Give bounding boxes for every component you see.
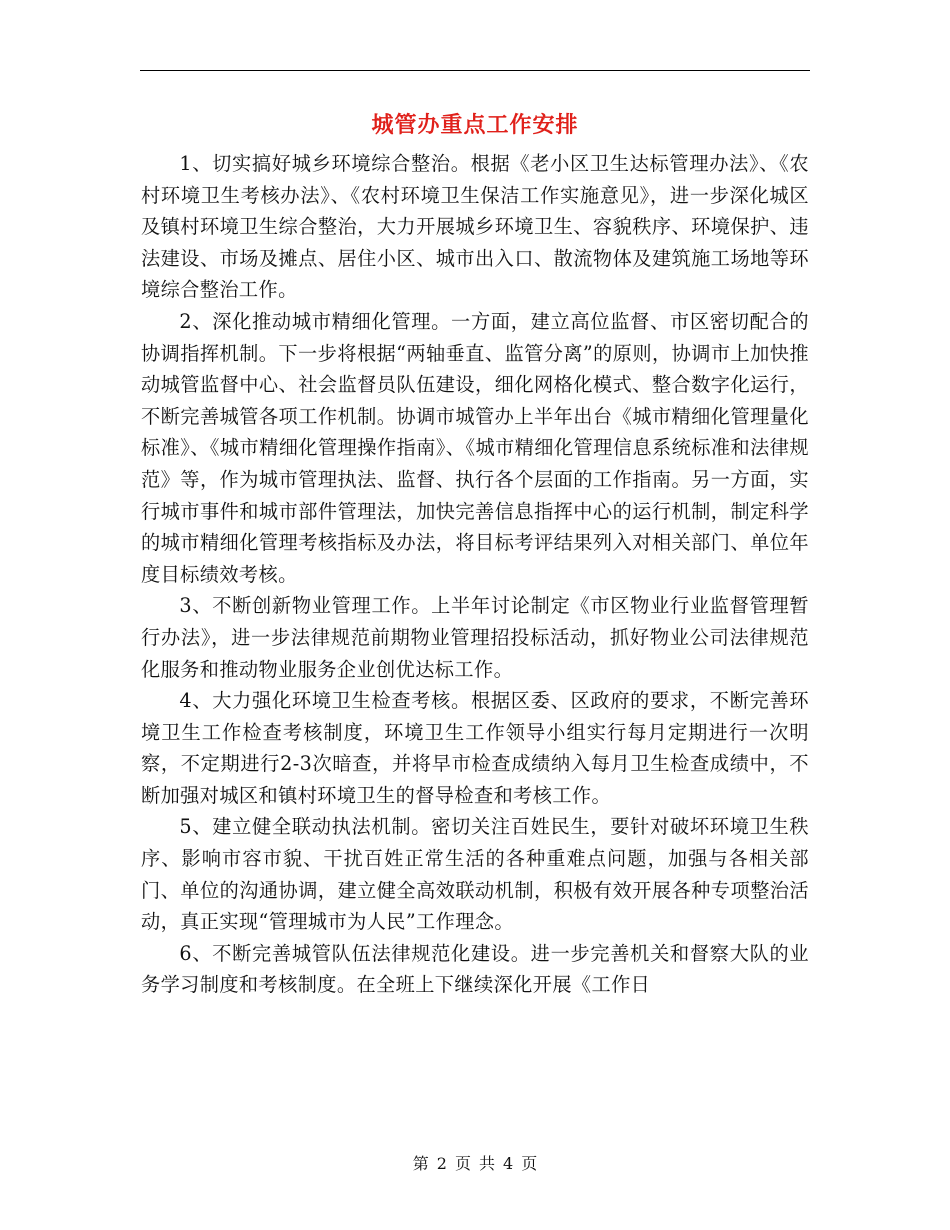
paragraph-4: 4、大力强化环境卫生检查考核。根据区委、区政府的要求，不断完善环境卫生工作检查考核制度，环境卫生工作领导小组实行每月定期进行一次明察，不定期进行2-3次暗查，并将早市检查成绩纳入每月卫生检查成绩中，不断加强对城区和镇村环境卫生的督导检查和考核工作。 [141,689,809,807]
paragraph-5: 5、建立健全联动执法机制。密切关注百姓民生，要针对破坏环境卫生秩序、影响市容市貌、干扰百姓正常生活的各种重难点问题，加强与各相关部门、单位的沟通协调，建立健全高效联动机制，积极有效开展各种专项整治活动，真正实现“管理城市为人民”工作理念。 [141,815,809,934]
total-label: 共 [479,1154,496,1173]
paragraph-3: 3、不断创新物业管理工作。上半年讨论制定《市区物业行业监督管理暂行办法》，进一步法律规范前期物业管理招投标活动，抓好物业公司法律规范化服务和推动物业服务企业创优达标工作。 [141,594,809,681]
paragraph-1: 1、切实搞好城乡环境综合整治。根据《老小区卫生达标管理办法》、《农村环境卫生考核办法》、《农村环境卫生保洁工作实施意见》，进一步深化城区及镇村环境卫生综合整治，大力开展城乡环境卫生、容貌秩序、环境保护、违法建设、市场及摊点、居住小区、城市出入口、散流物体及建筑施工场地等环境综合整治工作。 [141,152,809,302]
current-page-number: 2 [436,1154,447,1173]
page-label-unit: 页 [454,1154,471,1173]
total-pages-number: 4 [503,1154,514,1173]
document-title: 城管办重点工作安排 [371,112,579,138]
header-rule [140,70,810,71]
paragraph-6: 6、不断完善城管队伍法律规范化建设。进一步完善机关和督察大队的业务学习制度和考核制度。在全班上下继续深化开展《工作日 [141,941,809,997]
document-body [141,148,809,1001]
page-footer [0,1152,950,1176]
total-unit: 页 [521,1154,538,1173]
page-label-prefix: 第 [412,1154,429,1173]
paragraph-2: 2、深化推动城市精细化管理。一方面，建立高位监督、市区密切配合的协调指挥机制。下一步将根据“两轴垂直、监管分离”的原则，协调市上加快推动城管监督中心、社会监督员队伍建设，细化网格化模式、整合数字化运行，不断完善城管各项工作机制。协调市城管办上半年出台《城市精细化管理量化标准》、《城市精细化管理操作指南》、《城市精细化管理信息系统标准和法律规范》等，作为城市管理执法、监督、执行各个层面的工作指南。另一方面，实行城市事件和城市部件管理法，加快完善信息指挥中心的运行机制，制定科学的城市精细化管理考核指标及办法，将目标考评结果列入对相关部门、单位年度目标绩效考核。 [141,309,809,586]
